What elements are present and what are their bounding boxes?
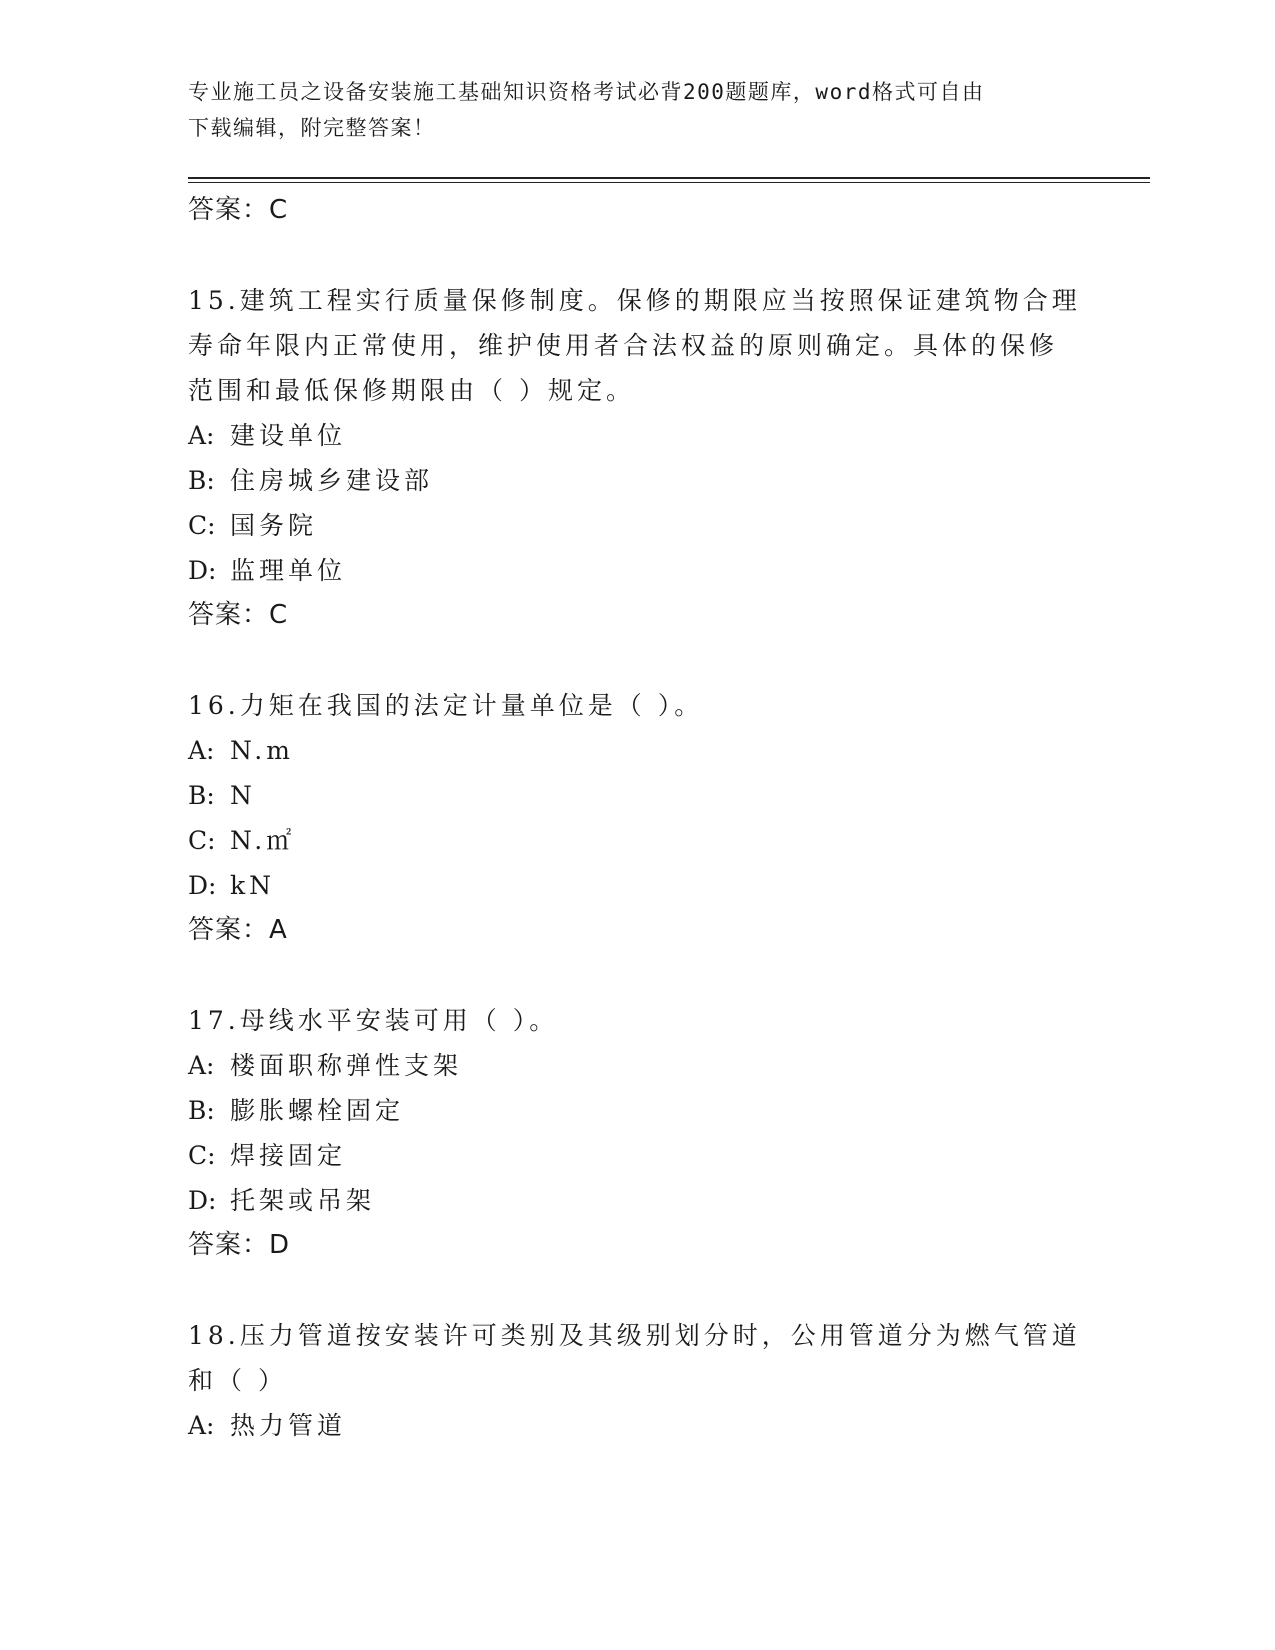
option-b [188,1088,1088,1133]
option-text: 热力管道 [230,1411,347,1440]
option-letter: B: [188,781,215,810]
option-text: 监理单位 [230,556,347,585]
option-letter: D: [188,1186,217,1215]
option-text: N [230,781,256,810]
question-text-line: 范围和最低保修期限由（ ）规定。 [188,376,635,405]
option-text: 焊接固定 [230,1141,347,1170]
option-c [188,503,1088,548]
option-a [188,413,1088,458]
option-text: 托架或吊架 [230,1186,376,1215]
question-list [188,188,1088,1448]
question-text-line: 15.建筑工程实行质量保修制度。保修的期限应当按照保证建筑物合理 [188,286,1081,315]
question-text-line: 寿命年限内正常使用，维护使用者合法权益的原则确定。具体的保修 [188,331,1059,360]
option-a [188,1403,1088,1448]
option-a [188,1043,1088,1088]
option-letter: A: [188,1051,215,1080]
answer-line: 答案：A [188,915,288,945]
option-text: N.㎡ [230,826,296,855]
option-letter: A: [188,736,215,765]
question-17 [188,998,1088,1268]
option-c [188,818,1088,863]
question-18 [188,1313,1088,1448]
document-header [188,74,1068,146]
option-letter: B: [188,1096,215,1125]
option-letter: D: [188,871,217,900]
option-d [188,548,1088,593]
option-text: 楼面职称弹性支架 [230,1051,463,1080]
question-text-line: 16.力矩在我国的法定计量单位是（ ）。 [188,691,704,720]
option-text: 膨胀螺栓固定 [230,1096,405,1125]
option-b [188,773,1088,818]
option-a [188,728,1088,773]
header-line-1: 专业施工员之设备安装施工基础知识资格考试必背200题题库，word格式可自由 [188,80,985,104]
question-16 [188,683,1088,953]
answer-line: 答案：C [188,600,289,630]
option-letter: C: [188,1141,216,1170]
option-text: kN [230,871,276,900]
header-divider-thin [188,182,1150,183]
answer-line: 答案：D [188,1230,291,1260]
question-text-line: 17.母线水平安装可用（ ）。 [188,1006,559,1035]
option-d [188,863,1088,908]
option-text: N.m [230,736,294,765]
option-c [188,1133,1088,1178]
header-line-2: 下载编辑，附完整答案！ [188,116,436,140]
option-letter: D: [188,556,217,585]
option-b [188,458,1088,503]
question-text-line: 和（ ） [188,1366,287,1395]
previous-answer: 答案：C [188,195,289,225]
option-text: 住房城乡建设部 [230,466,434,495]
option-text: 国务院 [230,511,318,540]
question-15 [188,278,1088,638]
option-letter: C: [188,511,216,540]
option-letter: A: [188,1411,215,1440]
option-letter: A: [188,421,215,450]
header-divider-thick [188,177,1150,179]
option-text: 建设单位 [230,421,347,450]
option-letter: B: [188,466,215,495]
option-d [188,1178,1088,1223]
option-letter: C: [188,826,216,855]
question-text-line: 18.压力管道按安装许可类别及其级别划分时，公用管道分为燃气管道 [188,1321,1081,1350]
